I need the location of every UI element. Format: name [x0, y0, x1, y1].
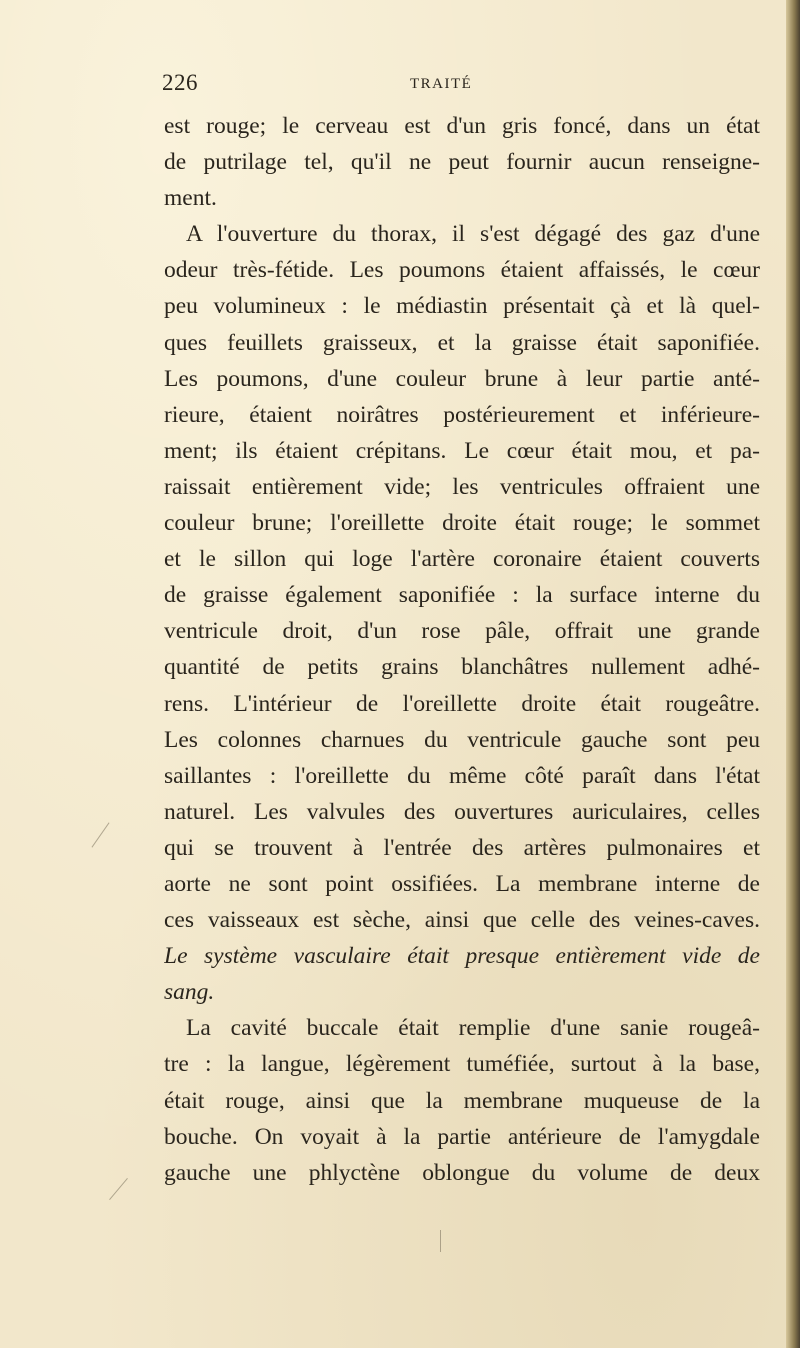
- text-line: Les poumons, d'une couleur brune à leur partie anté-: [164, 365, 760, 392]
- text-line: Les colonnes charnues du ventricule gauche sont peu: [164, 726, 760, 753]
- text-line: saillantes : l'oreillette du même côté paraît dans l'état: [164, 762, 760, 789]
- text-line: bouche. On voyait à la partie antérieure de l'amygdale: [164, 1123, 760, 1150]
- text-line: A l'ouverture du thorax, il s'est dégagé des gaz d'une: [186, 221, 760, 248]
- text-line: naturel. Les valvules des ouvertures auriculaires, celles: [164, 798, 760, 825]
- text-line-italic: Le système vasculaire était presque entièrement vide de: [164, 943, 760, 970]
- text-line: ment; ils étaient crépitans. Le cœur était mou, et pa-: [164, 437, 760, 464]
- text-line: qui se trouvent à l'entrée des artères pulmonaires et: [164, 834, 760, 861]
- text-line: raissait entièrement vide; les ventricules offraient une: [164, 473, 760, 500]
- text-line: ment.: [164, 185, 217, 212]
- text-line: et le sillon qui loge l'artère coronaire étaient couverts: [164, 546, 760, 573]
- text-line: rens. L'intérieur de l'oreillette droite était rougeâtre.: [164, 690, 760, 717]
- page-number: 226: [162, 70, 198, 95]
- text-line: ventricule droit, d'un rose pâle, offrait une grande: [164, 618, 760, 645]
- page-edge-shadow: [786, 0, 800, 1348]
- margin-mark: [109, 1178, 128, 1200]
- text-line: odeur très-fétide. Les poumons étaient affaissés, le cœur: [164, 257, 760, 284]
- text-line: La cavité buccale était remplie d'une sanie rougeâ-: [186, 1015, 760, 1042]
- text-line: peu volumineux : le médiastin présentait çà et là quel-: [164, 293, 760, 320]
- text-line: de putrilage tel, qu'il ne peut fournir aucun renseigne-: [164, 149, 760, 176]
- body-text: [164, 108, 760, 1191]
- running-head: TRAITÉ: [410, 76, 473, 92]
- text-line: couleur brune; l'oreillette droite était rouge; le sommet: [164, 510, 760, 537]
- text-line: ques feuillets graisseux, et la graisse était saponifiée.: [164, 329, 760, 356]
- text-line: ces vaisseaux est sèche, ainsi que celle des veines-caves.: [164, 907, 760, 934]
- text-line: rieure, étaient noirâtres postérieurement et inférieure-: [164, 401, 760, 428]
- text-line: de graisse également saponifiée : la surface interne du: [164, 582, 760, 609]
- text-line: tre : la langue, légèrement tuméfiée, surtout à la base,: [164, 1051, 760, 1078]
- text-line: aorte ne sont point ossifiées. La membrane interne de: [164, 870, 760, 897]
- text-line-italic: sang.: [164, 979, 215, 1006]
- text-line: était rouge, ainsi que la membrane muqueuse de la: [164, 1087, 760, 1114]
- margin-mark: [91, 822, 109, 847]
- margin-mark: [440, 1230, 441, 1252]
- text-line: quantité de petits grains blanchâtres nullement adhé-: [164, 654, 760, 681]
- text-line: est rouge; le cerveau est d'un gris foncé, dans un état: [164, 113, 760, 139]
- page-header: [162, 70, 742, 100]
- text-line: gauche une phlyctène oblongue du volume de deux: [164, 1159, 760, 1186]
